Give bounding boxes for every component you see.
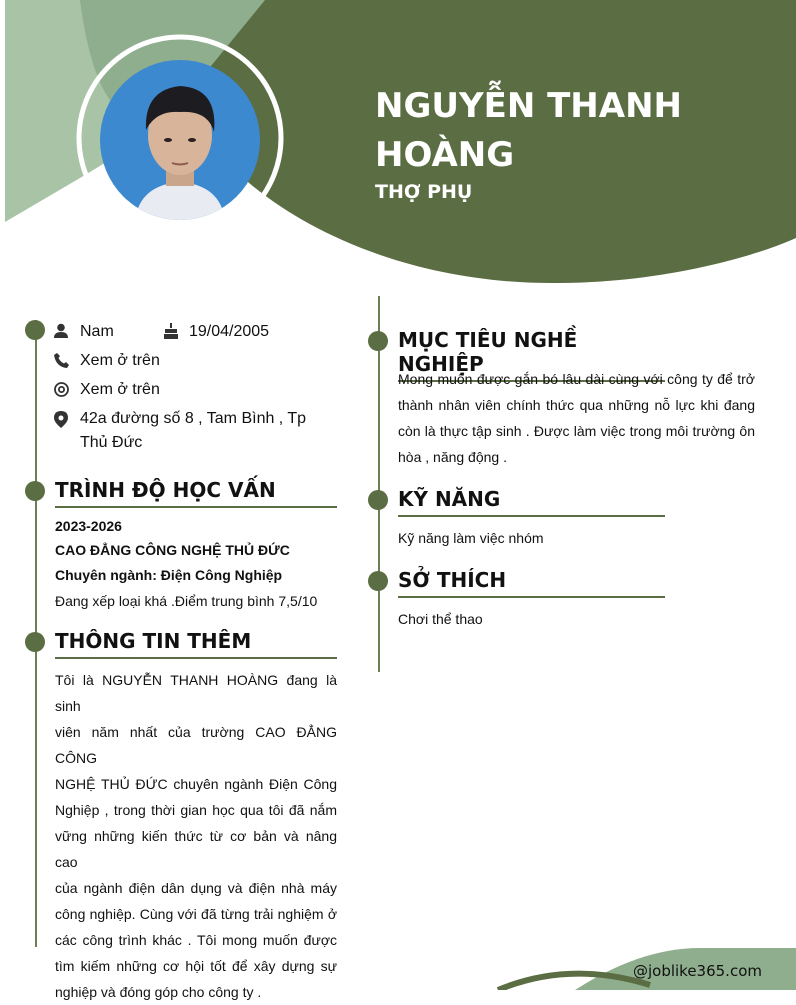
education-years: 2023-2026 <box>55 518 122 534</box>
profile-photo <box>100 60 260 220</box>
address-line-1: 42a đường số 8 , Tam Bình , Tp <box>80 410 307 427</box>
candidate-name: NGUYỄN THANH HOÀNG <box>375 86 682 175</box>
objective-paragraph: Mong muốn được gắn bó lâu dài cùng với công ty để trở thành nhân viên chính thức qua những nỗ lực khi đang còn là thực tập sinh . Được làm việc trong môi trường ôn hòa , năng động . <box>398 371 755 465</box>
education-grade: Đang xếp loại khá .Điểm trung bình 7,5/10 <box>55 593 318 609</box>
timeline-dot-hobbies <box>368 571 388 591</box>
address-line-2: Thủ Đức <box>80 434 143 451</box>
location-pin-icon <box>54 411 68 428</box>
skills-heading: KỸ NĂNG <box>398 487 665 517</box>
right-timeline-line <box>378 296 380 672</box>
extra-info-heading: THÔNG TIN THÊM <box>55 629 337 659</box>
objective-heading: MỤC TIÊU NGHỀ NGHIỆP <box>398 328 665 382</box>
timeline-dot-contact <box>25 320 45 340</box>
education-school: CAO ĐẲNG CÔNG NGHỆ THỦ ĐỨC <box>55 542 290 558</box>
birthday-value: 19/04/2005 <box>189 323 270 340</box>
skills-text: Kỹ năng làm việc nhóm <box>398 530 544 546</box>
timeline-dot-extra <box>25 632 45 652</box>
job-title: THỢ PHỤ <box>375 181 473 203</box>
timeline-dot-objective <box>368 331 388 351</box>
watermark-link[interactable]: @joblike365.com <box>632 962 762 980</box>
email-value: Xem ở trên <box>80 381 160 398</box>
cake-icon <box>164 323 178 339</box>
user-icon <box>54 323 68 339</box>
timeline-dot-skills <box>368 490 388 510</box>
extra-info-paragraph: Tôi là NGUYỄN THANH HOÀNG đang là sinh viên năm nhất của trường CAO ĐẲNG CÔNG NGHỆ THỦ ĐỨC chuyên ngành Điện Công Nghiệp , trong thời gian học qua tôi đã nắm vững những kiến thức từ cơ bản và nâng cao của ngành điện dân dụng và điện nhà máy công nghiệp. Cùng với đã từng trải nghiệm ở các công trình khác . Tôi mong muốn được tìm kiếm những cơ hội tốt để xây dựng sự nghiệp và đóng góp cho công ty . <box>55 672 337 1000</box>
hobbies-heading: SỞ THÍCH <box>398 568 665 598</box>
phone-value: Xem ở trên <box>80 352 160 369</box>
education-major: Chuyên ngành: Điện Công Nghiệp <box>55 567 283 583</box>
hobbies-text: Chơi thể thao <box>398 611 483 627</box>
at-icon <box>54 382 69 397</box>
education-heading: TRÌNH ĐỘ HỌC VẤN <box>55 478 337 508</box>
phone-icon <box>54 353 69 368</box>
timeline-dot-education <box>25 481 45 501</box>
gender-value: Nam <box>80 323 114 340</box>
